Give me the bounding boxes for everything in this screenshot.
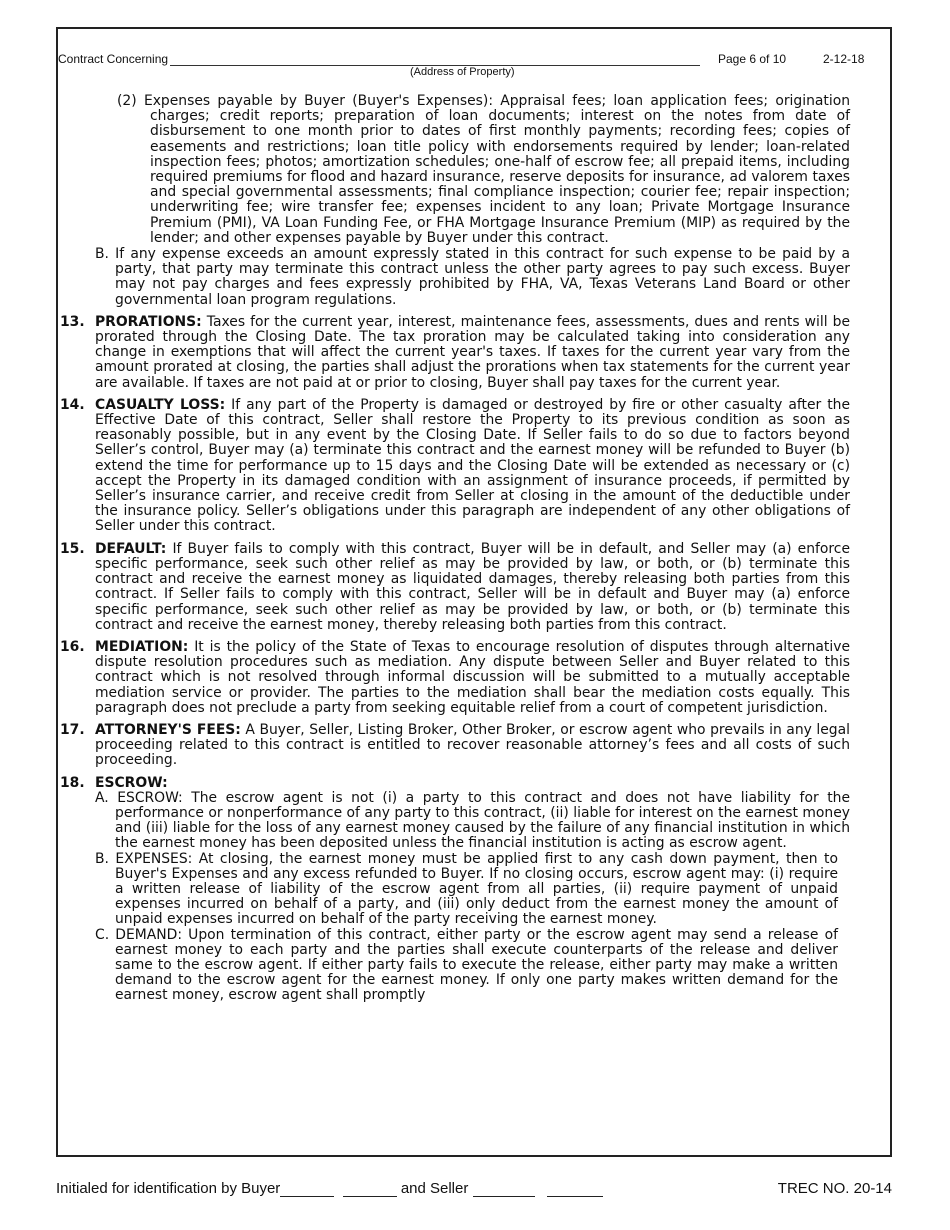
section-17-title: ATTORNEY'S FEES: xyxy=(95,721,241,738)
section-18-b: B. EXPENSES: At closing, the earnest money must be applied first to any cash down payment, then to Buyer's Expenses and any excess refunded to Buyer. If no closing occurs, escrow agent may: (i) require a written release of liability of the escrow agent from all parties, (ii) require payment of unpaid expenses incurred on behalf of a party, and (iii) only deduct from the earnest money the amount of unpaid expenses incurred on behalf of the party receiving the earnest money. xyxy=(95,850,838,928)
page-number: Page 6 of 10 xyxy=(718,52,787,66)
address-caption: (Address of Property) xyxy=(410,66,515,78)
section-18-title: ESCROW: xyxy=(95,774,168,791)
trec-number: TREC NO. 20-14 xyxy=(777,1180,892,1197)
seller-initial-2[interactable] xyxy=(547,1182,603,1197)
buyer-initial-2[interactable] xyxy=(343,1182,397,1197)
seller-initial-1[interactable] xyxy=(473,1182,535,1197)
section-13-title: PRORATIONS: xyxy=(95,313,202,330)
and-seller-label: and Seller xyxy=(400,1180,469,1197)
section-17-attorneys-fees: 17. ATTORNEY'S FEES: A Buyer, Seller, Listing Broker, Other Broker, or escrow agent who prevails in any legal proceeding related to this contract is entitled to recover reasonable attorney’s fees and all costs of such proceeding. xyxy=(60,721,850,769)
section-16-mediation: 16. MEDIATION: It is the policy of the State of Texas to encourage resolution of disputes through alternative dispute resolution procedures such as mediation. Any dispute between Seller and Buyer related to this contract which is not resolved through informal discussion will be submitted to a mutually acceptable mediation service or provider. The parties to the mediation shall bear the mediation costs equally. This paragraph does not preclude a party from seeking equitable relief from a court of competent jurisdiction. xyxy=(60,638,850,716)
section-14-casualty-loss: 14. CASUALTY LOSS: If any part of the Property is damaged or destroyed by fire or other casualty after the Effective Date of this contract, Seller shall restore the Property to its previous condition as soon as reasonably possible, but in any event by the Closing Date. If Seller fails to do so due to factors beyond Seller’s control, Buyer may (a) terminate this contract and the earnest money will be refunded to Buyer (b) extend the time for performance up to 15 days and the Closing Date will be extended as necessary or (c) accept the Property in its damaged condition with an assignment of insurance proceeds, if permitted by Seller’s insurance carrier, and receive credit from Seller at closing in the amount of the deductible under the insurance policy. Seller’s obligations under this paragraph are independent of any other obligations of Seller under this contract. xyxy=(60,396,850,535)
property-address-line xyxy=(170,53,700,66)
section-14-title: CASUALTY LOSS: xyxy=(95,396,226,413)
page-header xyxy=(58,52,888,66)
contract-concerning-label: Contract Concerning xyxy=(58,52,169,66)
section-18-c: C. DEMAND: Upon termination of this contract, either party or the escrow agent may send a release of earnest money to each party and the parties shall execute counterparts of the release and deliver same to the escrow agent. If either party fails to execute the release, either party may make a written demand to the escrow agent for the earnest money. If only one party makes written demand for the earnest money, escrow agent shall promptly xyxy=(95,926,838,1004)
page-footer xyxy=(56,1180,896,1197)
section-15-title: DEFAULT: xyxy=(95,540,167,557)
section-12-b: B. If any expense exceeds an amount expressly stated in this contract for such expense to be paid by a party, that party may terminate this contract unless the other party agrees to pay such excess. Buyer may not pay charges and fees expressly prohibited by FHA, VA, Texas Veterans Land Board or other governmental loan program regulations. xyxy=(95,246,850,308)
contract-body xyxy=(60,94,850,1004)
section-13-prorations: 13. PRORATIONS: Taxes for the current year, interest, maintenance fees, assessments, dues and rents will be prorated through the Closing Date. The tax proration may be calculated taking into consideration any change in exemptions that will affect the current year's taxes. If taxes for the current year vary from the amount prorated at closing, the parties shall adjust the prorations when tax statements for the current year are available. If taxes are not paid at or prior to closing, Buyer shall pay taxes for the current year. xyxy=(60,313,850,391)
section-12-item-2: (2) Expenses payable by Buyer (Buyer's Expenses): Appraisal fees; loan application fees; origination charges; credit reports; preparation of loan documents; interest on the notes from date of disbursement to one month prior to dates of first monthly payments; recording fees; copies of easements and restrictions; loan title policy with endorsements required by lender; loan-related inspection fees; photos; amortization schedules; one-half of escrow fee; all prepaid items, including required premiums for flood and hazard insurance, reserve deposits for insurance, ad valorem taxes and special governmental assessments; final compliance inspection; courier fee; repair inspection; underwriting fee; wire transfer fee; expenses incident to any loan; Private Mortgage Insurance Premium (PMI), VA Loan Funding Fee, or FHA Mortgage Insurance Premium (MIP) as required by the lender; and other expenses payable by Buyer under this contract. xyxy=(117,93,851,246)
section-15-default: 15. DEFAULT: If Buyer fails to comply with this contract, Buyer will be in default, and Seller may (a) enforce specific performance, seek such other relief as may be provided by law, or both, or (b) terminate this contract and receive the earnest money as liquidated damages, thereby releasing both parties from this contract. If Seller fails to comply with this contract, Seller will be in default and Buyer may (a) enforce specific performance, seek such other relief as may be provided by law, or both, or (b) terminate this contract and receive the earnest money, thereby releasing both parties from this contract. xyxy=(60,540,850,633)
form-date: 2-12-18 xyxy=(823,52,865,66)
section-16-title: MEDIATION: xyxy=(95,638,189,655)
initialed-label: Initialed for identification by Buyer xyxy=(56,1180,281,1197)
buyer-initial-1[interactable] xyxy=(280,1182,334,1197)
section-18-escrow: 18. ESCROW: xyxy=(60,774,168,791)
section-18-a: A. ESCROW: The escrow agent is not (i) a party to this contract and does not have liability for the performance or nonperformance of any party to this contract, (ii) liable for interest on the earnest money and (iii) liable for the loss of any earnest money caused by the failure of any financial institution in which the earnest money has been deposited unless the financial institution is acting as escrow agent. xyxy=(95,789,850,852)
